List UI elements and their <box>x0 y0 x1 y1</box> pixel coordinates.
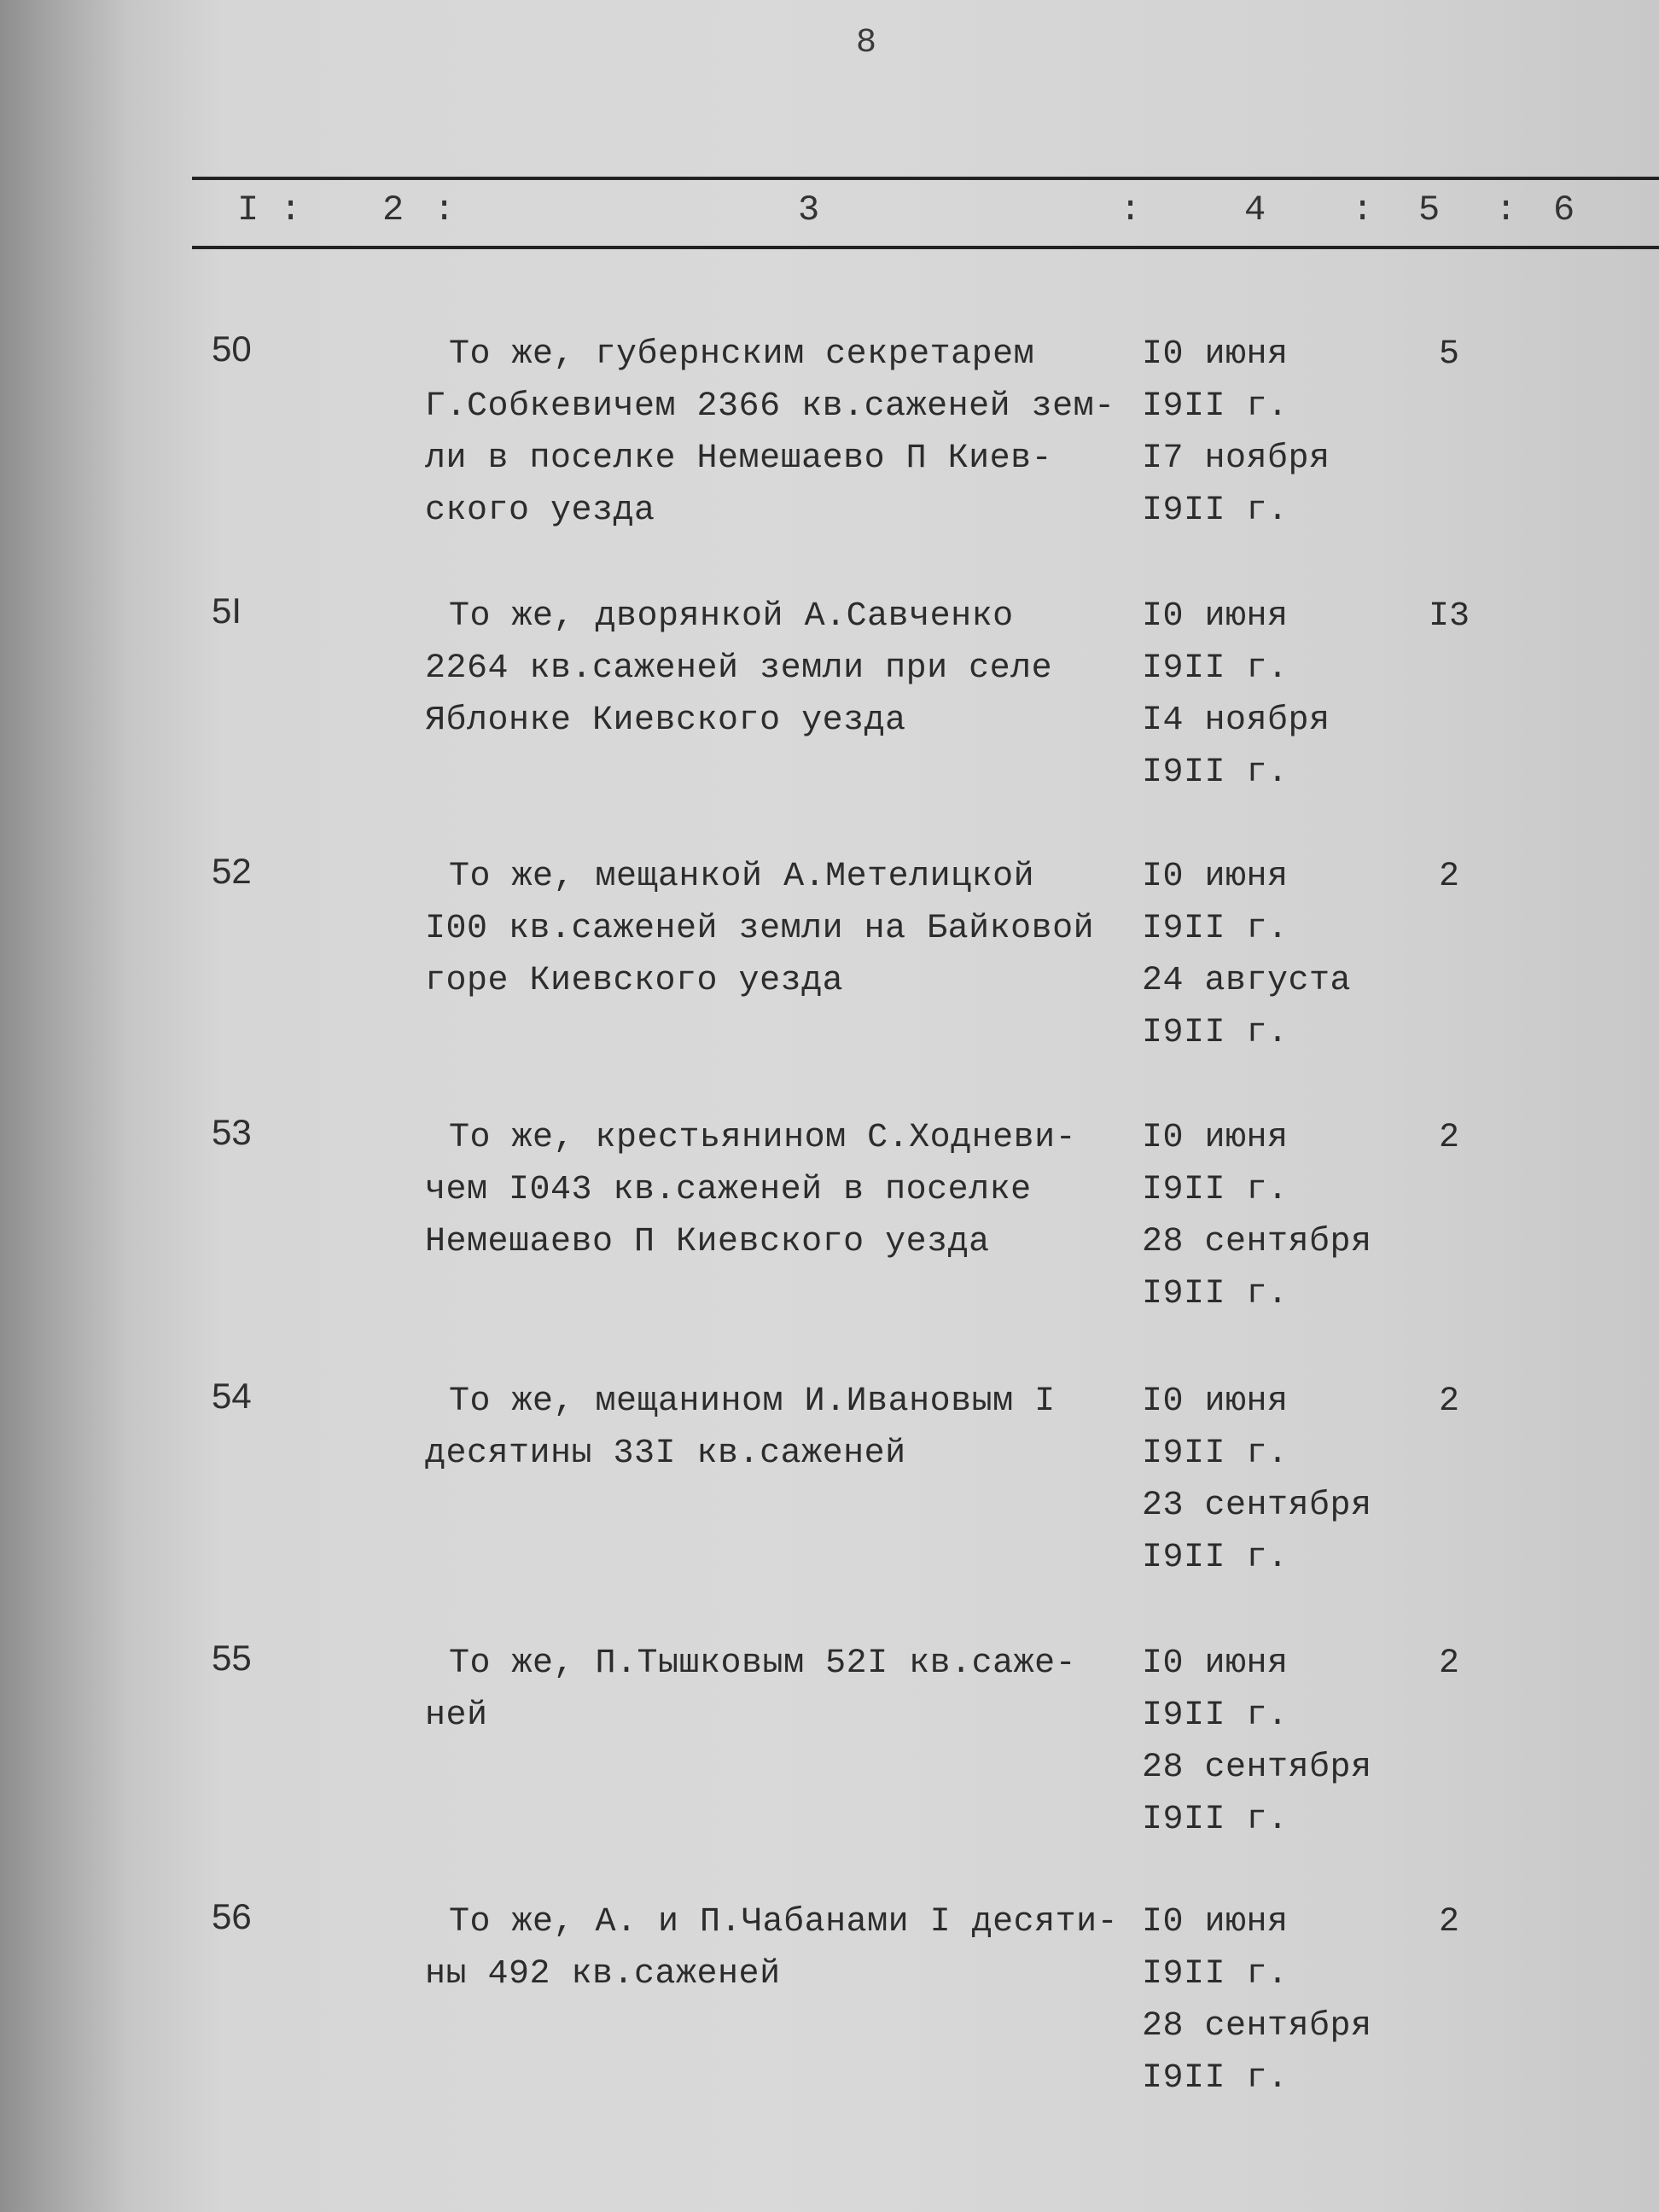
date-line: I9II г. <box>1142 1539 1289 1577</box>
date-line: I0 июня <box>1142 858 1289 896</box>
header-sep: : <box>1352 189 1374 230</box>
entry-number: 56 <box>212 1896 252 1936</box>
entry-dates <box>1142 591 1415 799</box>
description-line: десятины 33I кв.саженей <box>425 1435 906 1473</box>
entry-description <box>425 1896 1142 2000</box>
date-line: I9II г. <box>1142 754 1289 792</box>
date-line: I9II г. <box>1142 1275 1289 1313</box>
header-col-4: 4 <box>1244 189 1266 230</box>
header-sep: : <box>1120 189 1142 230</box>
entry-number: 54 <box>212 1376 252 1416</box>
date-line: I9II г. <box>1142 1435 1289 1473</box>
description-line: То же, мещанином И.Ивановым I <box>449 1382 1056 1421</box>
description-line: То же, мещанкой А.Метелицкой <box>449 858 1035 896</box>
description-line: То же, крестьянином С.Ходневи- <box>449 1119 1077 1157</box>
date-line: I9II г. <box>1142 649 1289 688</box>
description-line: 2264 кв.саженей земли при селе <box>425 649 1053 688</box>
date-line: I9II г. <box>1142 910 1289 948</box>
date-line: I9II г. <box>1142 1697 1289 1735</box>
date-line: I4 ноября <box>1142 701 1330 740</box>
entry-description <box>425 1376 1142 1480</box>
header-col-5: 5 <box>1418 189 1441 230</box>
date-line: I9II г. <box>1142 1955 1289 1994</box>
entry-dates <box>1142 1112 1415 1320</box>
entry-dates <box>1142 1376 1415 1584</box>
entry-description <box>425 1112 1142 1268</box>
header-rule-top <box>192 177 1659 180</box>
entry-dates <box>1142 1896 1415 2104</box>
date-line: I0 июня <box>1142 1382 1289 1421</box>
entry-description <box>425 591 1142 747</box>
entry-dates <box>1142 329 1415 537</box>
entry-number: 53 <box>212 1112 252 1152</box>
date-line: 24 августа <box>1142 962 1352 1000</box>
description-line: Г.Собкевичем 2366 кв.саженей зем- <box>425 387 1115 426</box>
entry-number: 55 <box>212 1638 252 1678</box>
date-line: I7 ноября <box>1142 439 1330 478</box>
entry-dates <box>1142 1638 1415 1846</box>
description-line: То же, П.Тышковым 52I кв.саже- <box>449 1644 1077 1683</box>
entry-dates <box>1142 851 1415 1059</box>
description-line: ского уезда <box>425 492 655 530</box>
date-line: I0 июня <box>1142 335 1289 374</box>
entry-quantity: 2 <box>1438 1644 1459 1683</box>
header-sep: : <box>280 189 302 230</box>
date-line: I9II г. <box>1142 1014 1289 1052</box>
header-col-3: 3 <box>798 189 820 230</box>
date-line: I0 июня <box>1142 597 1289 636</box>
date-line: I9II г. <box>1142 492 1289 530</box>
description-line: горе Киевского уезда <box>425 962 844 1000</box>
entry-number: 52 <box>212 851 252 891</box>
page-number: 8 <box>855 24 876 62</box>
entry-quantity: 2 <box>1438 1382 1459 1421</box>
entry-quantity: 2 <box>1438 1903 1459 1941</box>
description-line: ли в поселке Немешаево П Киев- <box>425 439 1053 478</box>
date-line: 28 сентября <box>1142 1223 1372 1261</box>
header-rule-bottom <box>192 246 1659 249</box>
description-line: Немешаево П Киевского уезда <box>425 1223 990 1261</box>
date-line: I0 июня <box>1142 1903 1289 1941</box>
description-line: чем I043 кв.саженей в поселке <box>425 1171 1032 1209</box>
description-line: ны 492 кв.саженей <box>425 1955 781 1994</box>
description-line: То же, губернским секретарем <box>449 335 1035 374</box>
date-line: 23 сентября <box>1142 1487 1372 1525</box>
entry-quantity: 5 <box>1438 335 1459 374</box>
date-line: I0 июня <box>1142 1644 1289 1683</box>
description-line: ней <box>425 1697 488 1735</box>
entry-description <box>425 329 1142 537</box>
entry-description <box>425 851 1142 1007</box>
date-line: I0 июня <box>1142 1119 1289 1157</box>
header-col-6: 6 <box>1553 189 1575 230</box>
date-line: I9II г. <box>1142 1801 1289 1839</box>
entry-description <box>425 1638 1142 1742</box>
date-line: 28 сентября <box>1142 2007 1372 2046</box>
date-line: I9II г. <box>1142 2059 1289 2098</box>
date-line: I9II г. <box>1142 1171 1289 1209</box>
header-sep: : <box>434 189 456 230</box>
header-col-1: I <box>237 189 259 230</box>
entry-number: 5I <box>212 591 242 631</box>
header-sep: : <box>1495 189 1517 230</box>
description-line: То же, дворянкой А.Савченко <box>449 597 1014 636</box>
description-line: Яблонке Киевского уезда <box>425 701 906 740</box>
description-line: I00 кв.саженей земли на Байковой <box>425 910 1095 948</box>
date-line: I9II г. <box>1142 387 1289 426</box>
entry-number: 50 <box>212 329 252 369</box>
entry-quantity: 2 <box>1438 858 1459 896</box>
entry-quantity: 2 <box>1438 1119 1459 1157</box>
date-line: 28 сентября <box>1142 1749 1372 1787</box>
description-line: То же, А. и П.Чабанами I десяти- <box>449 1903 1119 1941</box>
entry-quantity: I3 <box>1428 597 1470 636</box>
header-col-2: 2 <box>382 189 405 230</box>
